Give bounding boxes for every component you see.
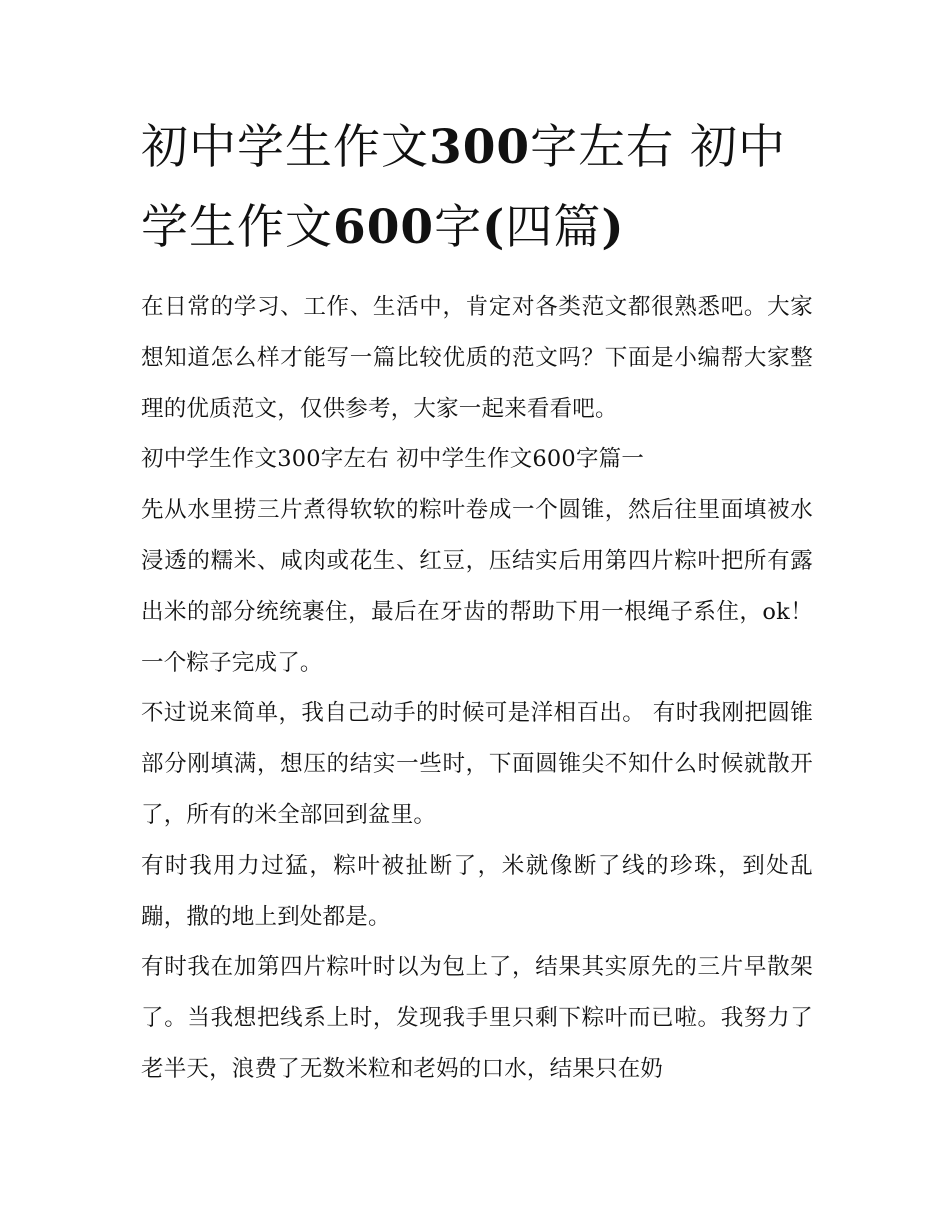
body-paragraph: 有时我用力过猛，粽叶被扯断了，米就像断了线的珍珠，到处乱蹦，撒的地上到处都是。 xyxy=(141,852,813,930)
body-paragraph: 有时我在加第四片粽叶时以为包上了，结果其实原先的三片早散架了。当我想把线系上时，发现我手里只剩下粽叶而已啦。我努力了老半天，浪费了无数米粒和老妈的口水，结果只在奶 xyxy=(141,954,813,1082)
document-title: 初中学生作文300字左右 初中学生作文600字(四篇) xyxy=(141,120,787,255)
document-body xyxy=(141,282,813,1095)
title-number: 600 xyxy=(333,200,435,255)
document-content xyxy=(141,108,813,1095)
title-number: ) xyxy=(601,200,625,255)
title-number: 300 xyxy=(429,120,531,175)
intro-paragraph: 在日常的学习、工作、生活中，肯定对各类范文都很熟悉吧。大家想知道怎么样才能写一篇比较优质的范文吗？下面是小编帮大家整理的优质范文，仅供参考，大家一起来看看吧。 xyxy=(141,294,813,422)
section-heading: 初中学生作文300字左右 初中学生作文600字篇一 xyxy=(141,446,645,473)
body-paragraph: 不过说来简单，我自己动手的时候可是洋相百出。 有时我刚把圆锥部分刚填满，想压的结实一些时，下面圆锥尖不知什么时候就散开了，所有的米全部回到盆里。 xyxy=(141,700,813,828)
body-paragraph: 先从水里捞三片煮得软软的粽叶卷成一个圆锥，然后往里面填被水浸透的糯米、咸肉或花生、红豆，压结实后用第四片粽叶把所有露出米的部分统统裹住，最后在牙齿的帮助下用一根绳子系住，ok！一个粽子完成了。 xyxy=(141,497,813,676)
title-number: ( xyxy=(482,200,506,255)
